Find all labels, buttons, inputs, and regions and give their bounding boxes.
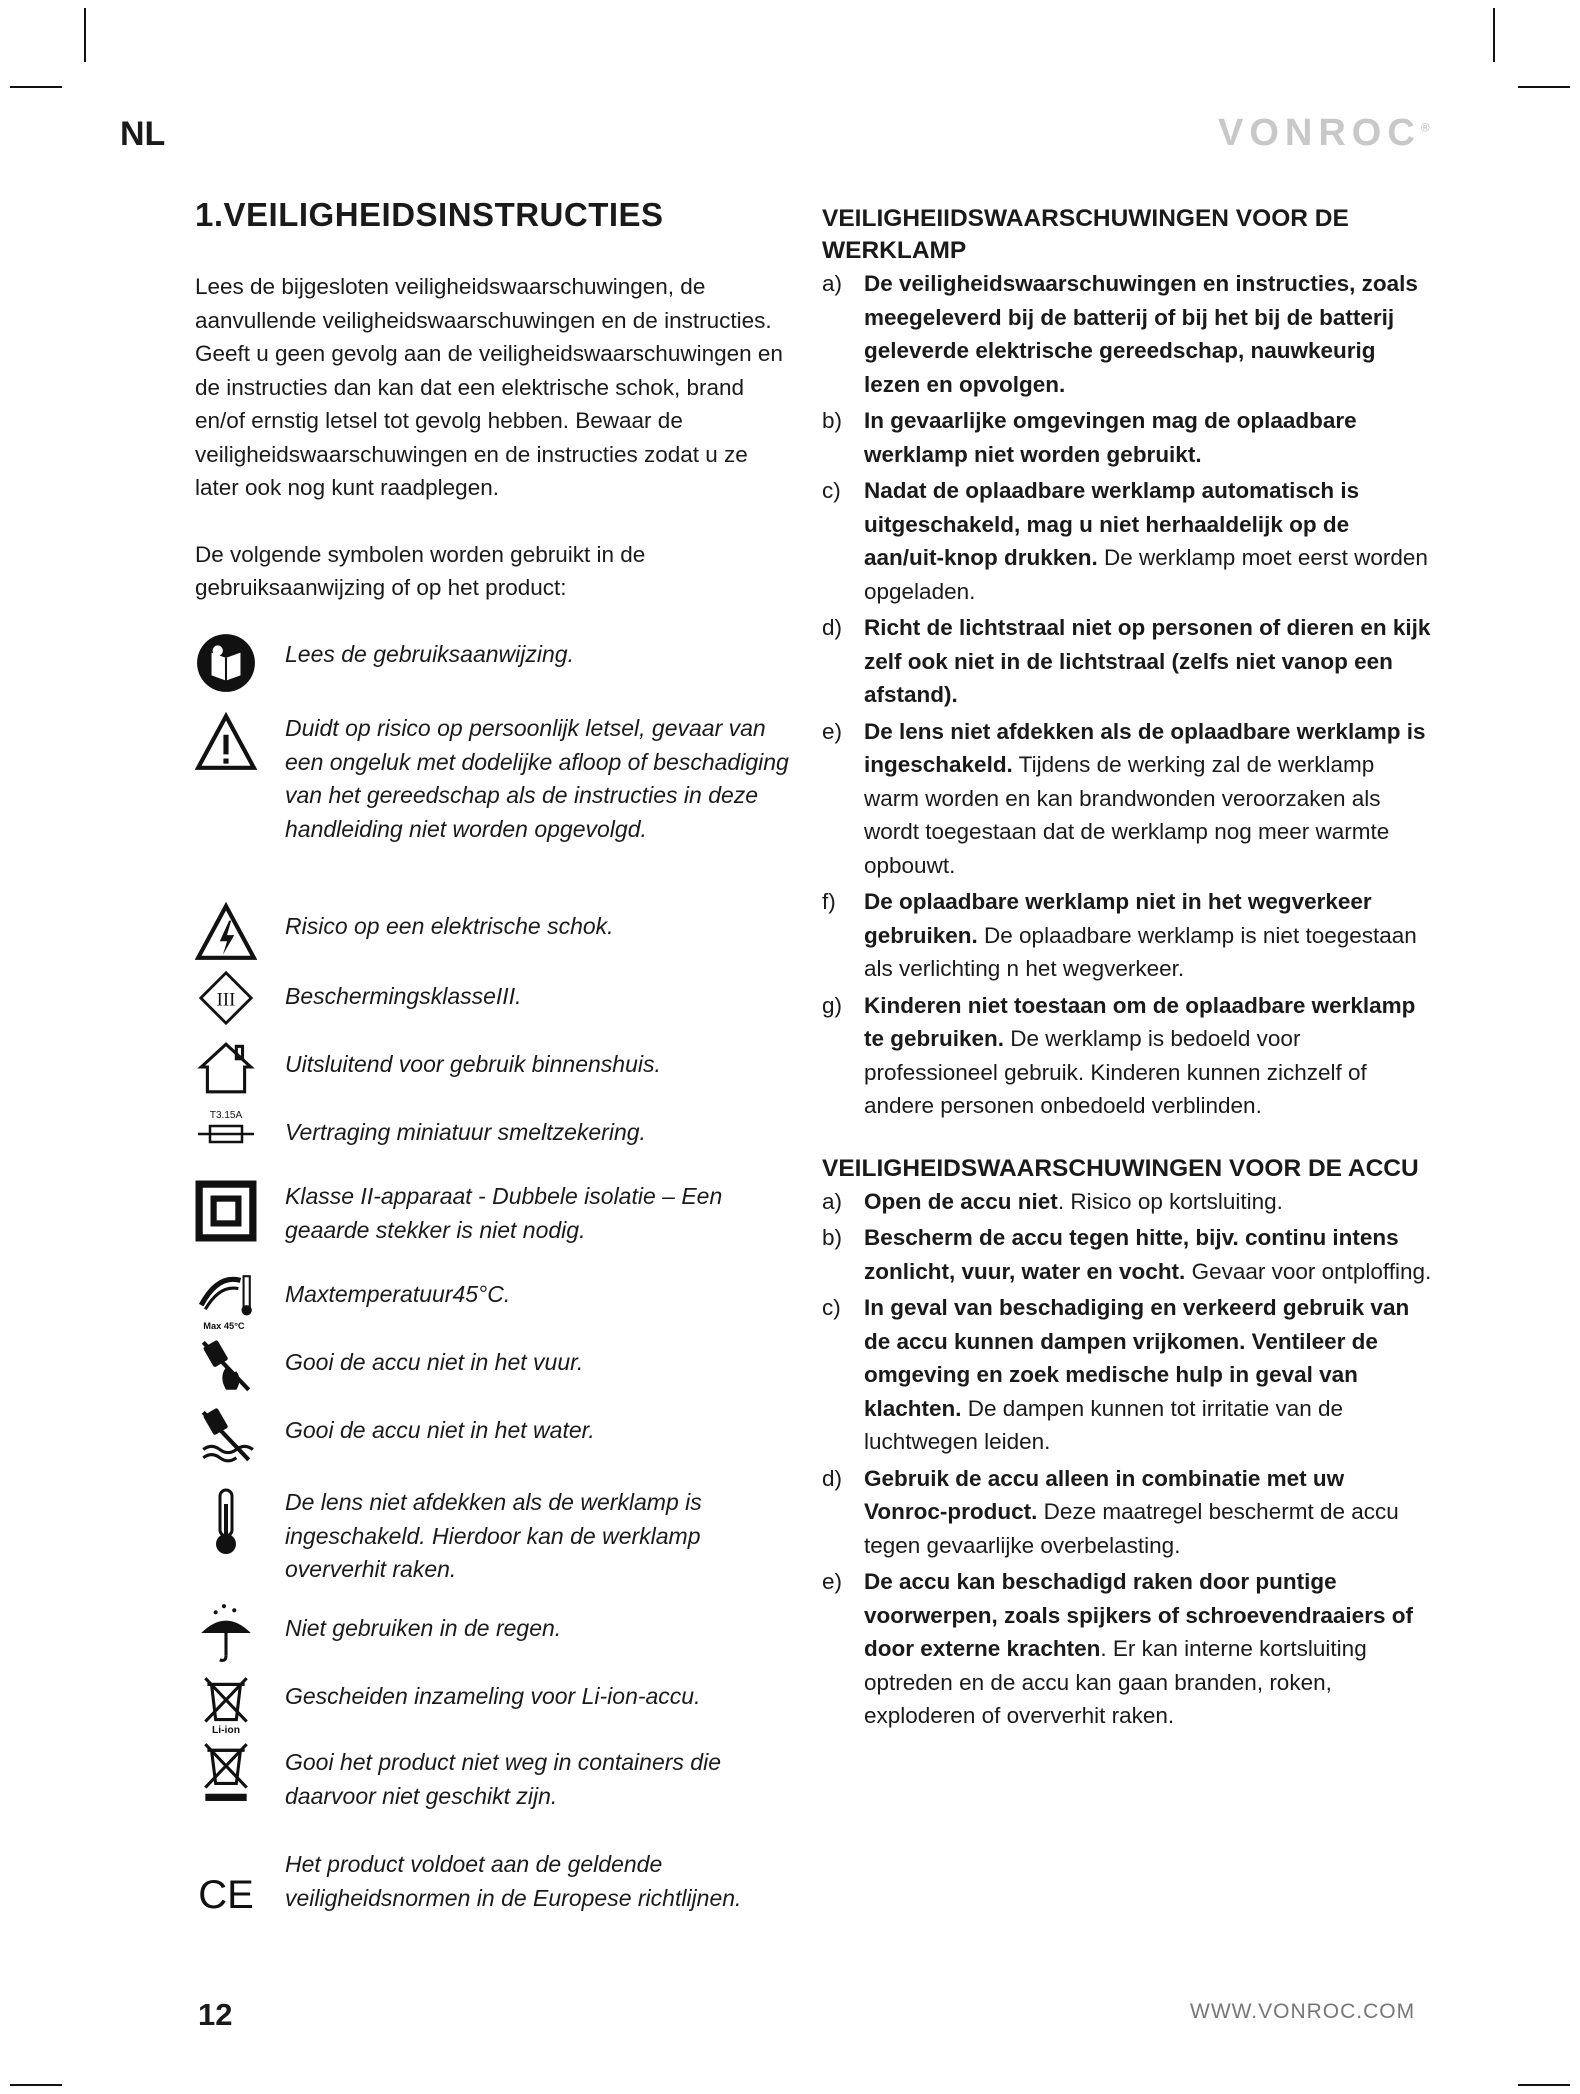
crop-mark xyxy=(84,8,86,62)
protection-class-iii-icon xyxy=(195,970,257,1026)
crop-mark xyxy=(10,86,62,88)
crop-mark xyxy=(10,2084,62,2086)
symbol-text: Gooi het product niet weg in containers die daarvoor niet geschikt zijn. xyxy=(285,1749,721,1809)
symbol-text: Gooi de accu niet in het water. xyxy=(285,1417,595,1443)
list-item: e) De lens niet afdekken als de oplaadbare werklamp is ingeschakeld. Tijdens de werking zal de werklamp warm worden en kan brandwonden veroorzaken als wordt toegestaan dat de werklamp nog meer warmte opbouwt. xyxy=(822,718,1426,878)
weee-bin-icon xyxy=(195,1740,257,1802)
warning-list-battery xyxy=(822,1185,1432,1733)
list-item: b) In gevaarlijke omgevingen mag de oplaadbare werklamp niet worden gebruikt. xyxy=(822,408,1357,467)
symbol-text: Lees de gebruiksaanwijzing. xyxy=(285,641,574,667)
intro-paragraph: Lees de bijgesloten veiligheidswaarschuwingen, de aanvullende veiligheidswaarschuwingen en de instructies. Geeft u geen gevolg aan de veiligheidswaarschuwingen en de instructies dan kan dat een elektrische schok, brand en/of ernstig letsel tot gevolg hebben. Bewaar de veiligheidswaarschuwingen en de instructies zodat u ze later ook nog kunt raadplegen. xyxy=(195,274,783,500)
right-column xyxy=(822,203,1432,1736)
list-item: c) Nadat de oplaadbare werklamp automatisch is uitgeschakeld, mag u niet herhaaldelijk op de aan/uit-knop drukken. De werklamp moet eerst worden opgeladen. xyxy=(822,478,1428,604)
warning-triangle-icon xyxy=(195,712,257,774)
symbol-text: Klasse II-apparaat - Dubbele isolatie – Een geaarde stekker is niet nodig. xyxy=(285,1183,723,1243)
no-rain-icon xyxy=(195,1602,257,1664)
indoor-house-icon xyxy=(195,1036,257,1098)
no-fire-icon xyxy=(195,1334,257,1396)
warning-list-worklamp xyxy=(822,267,1432,1123)
symbol-text: Gooi de accu niet in het vuur. xyxy=(285,1349,584,1375)
symbol-text: Vertraging miniatuur smeltzekering. xyxy=(285,1119,646,1145)
list-item: g) Kinderen niet toestaan om de oplaadbare werklamp te gebruiken. De werklamp is bedoeld voor professioneel gebruik. Kinderen kunnen zichzelf of andere personen onbedoeld verblinden. xyxy=(822,992,1416,1118)
crop-mark xyxy=(1518,2084,1570,2086)
section-heading: VEILIGHEIIDSWAARSCHUWINGEN VOOR DE WERKLAMP xyxy=(822,205,1349,264)
list-item: c) In geval van beschadiging en verkeerd gebruik van de accu kunnen dampen vrijkomen. Ventileer de omgeving en zoek medische hulp in geval van klachten. De dampen kunnen tot irritatie van de luchtwegen leiden. xyxy=(822,1295,1410,1454)
symbol-text: Maxtemperatuur45°C. xyxy=(285,1281,511,1307)
left-column xyxy=(195,196,795,605)
symbol-text: BeschermingsklasseIII. xyxy=(285,983,522,1009)
language-code: NL xyxy=(120,115,166,153)
list-item: d) Richt de lichtstraal niet op personen of dieren en kijk zelf ook niet in de lichtstraal (zelfs niet vanop een afstand). xyxy=(822,615,1431,707)
symbol-text: Gescheiden inzameling voor Li-ion-accu. xyxy=(285,1683,701,1709)
brand-logo: VONROC® xyxy=(1218,112,1430,154)
list-item: a) De veiligheidswaarschuwingen en instructies, zoals meegeleverd bij de batterij of bij het bij de batterij geleverde elektrische gereedschap, nauwkeurig lezen en opvolgen. xyxy=(822,271,1418,397)
ce-label: CE xyxy=(198,1873,254,1916)
symbol-text: Risico op een elektrische schok. xyxy=(285,913,614,939)
crop-mark xyxy=(1493,8,1495,62)
li-ion-label: Li-ion xyxy=(211,1724,241,1734)
symbol-text: De lens niet afdekken als de werklamp is ingeschakeld. Hierdoor kan de werklamp oververhit raken. xyxy=(285,1489,702,1582)
no-water-icon xyxy=(195,1404,257,1466)
symbol-text: Duidt op risico op persoonlijk letsel, gevaar van een ongeluk met dodelijke afloop of beschadiging van het gereedschap als de instructies in deze handleiding niet worden opgevolgd. xyxy=(285,715,789,842)
website-url: WWW.VONROC.COM xyxy=(1190,2000,1416,2023)
list-item: f) De oplaadbare werklamp niet in het wegverkeer gebruiken. De oplaadbare werklamp is niet toegestaan als verlichting n het wegverkeer. xyxy=(822,889,1417,981)
battery-section xyxy=(822,1153,1432,1733)
symbol-text: Niet gebruiken in de regen. xyxy=(285,1615,562,1641)
thermometer-icon xyxy=(195,1486,257,1558)
li-ion-recycle-icon xyxy=(195,1672,257,1734)
section-heading: VEILIGHEIDSWAARSCHUWINGEN VOOR DE ACCU xyxy=(822,1154,1419,1182)
symbol-text: Uitsluitend voor gebruik binnenshuis. xyxy=(285,1051,661,1077)
list-item: a) Open de accu niet. Risico op kortsluiting. xyxy=(822,1188,1283,1214)
symbol-text: Het product voldoet aan de geldende veiligheidsnormen in de Europese richtlijnen. xyxy=(285,1851,742,1911)
double-insulation-icon xyxy=(195,1180,257,1242)
ce-mark-icon xyxy=(195,1870,257,1916)
fuse-label: T3.15A xyxy=(209,1110,243,1121)
symbols-intro: De volgende symbolen worden gebruikt in de gebruiksaanwijzing of op het product: xyxy=(195,541,646,600)
fuse-icon xyxy=(195,1108,257,1152)
max-temperature-label: Max 45°C xyxy=(203,1320,245,1331)
max-temperature-icon xyxy=(195,1270,257,1332)
page-number: 12 xyxy=(198,1997,233,2032)
svg-text:III: III xyxy=(216,989,236,1011)
list-item: d) Gebruik de accu alleen in combinatie met uw Vonroc-product. Deze maatregel beschermt de accu tegen gevaarlijke overbelasting. xyxy=(822,1465,1399,1558)
section-title: 1.VEILIGHEIDSINSTRUCTIES xyxy=(195,196,664,233)
list-item: e) De accu kan beschadigd raken door puntige voorwerpen, zoals spijkers of schroevendraaiers of door externe krachten. Er kan interne kortsluiting optreden en de accu kan gaan branden, roken, exploderen of oververhit raken. xyxy=(822,1569,1413,1728)
list-item: b) Bescherm de accu tegen hitte, bijv. continu intens zonlicht, vuur, water en vocht. Gevaar voor ontploffing. xyxy=(822,1225,1432,1284)
crop-mark xyxy=(1518,86,1570,88)
electric-shock-icon xyxy=(195,902,257,964)
read-manual-icon xyxy=(195,632,257,694)
